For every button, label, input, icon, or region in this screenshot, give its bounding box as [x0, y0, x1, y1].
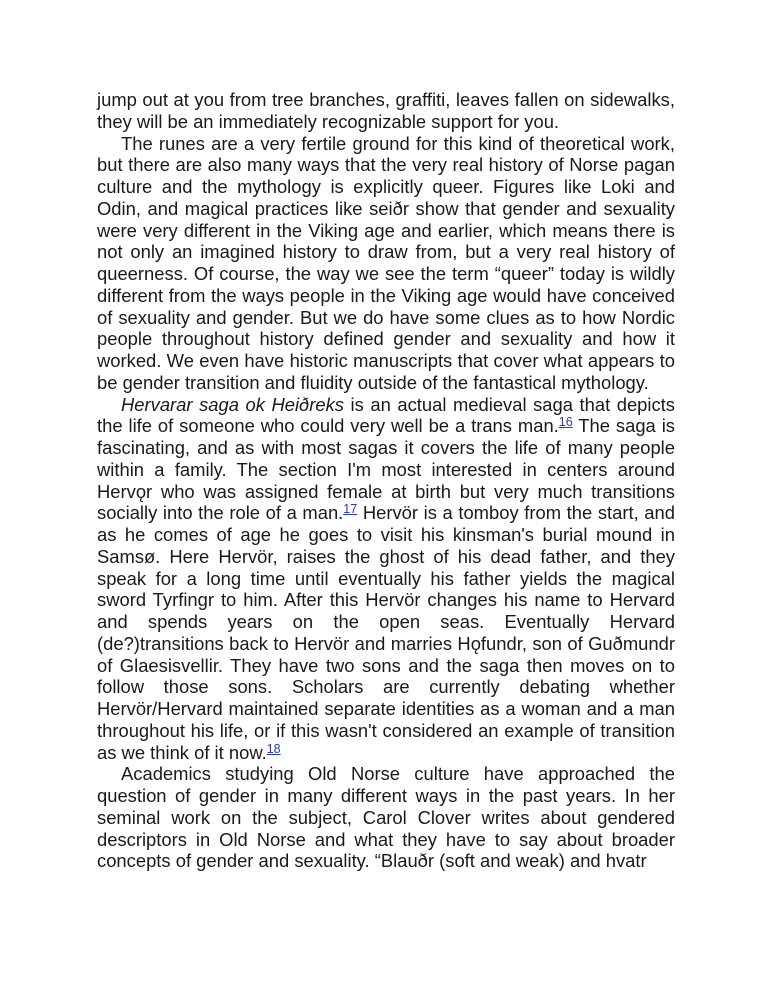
- paragraph-3-text-3: Hervör is a tomboy from the start, and as he comes of age he goes to visit his kinsman's burial mound in Samsø. Here Hervör, raises the ghost of his dead father, and they speak for a long time until eventually his father yields the magical sword Tyrfingr to him. After this Hervör changes his name to Hervard and spends years on the open seas. Eventually Hervard (de?)transitions back to Hervör and marries Hǫfundr, son of Guðmundr of Glaesisvellir. They have two sons and the saga then moves on to follow those sons. Scholars are currently debating whether Hervör/Hervard maintained separate identities as a woman and a man throughout his life, or if this wasn't considered an example of transition as we think of it now.: [97, 502, 675, 763]
- paragraph-3-text-2: The saga is fascinating, and as with most sagas it covers the life of many people within a family. The section I'm most interested in centers around Hervǫr who was assigned female at birth but very much transitions socially into the role of a man.: [97, 415, 675, 524]
- paragraph-4: Academics studying Old Norse culture have approached the question of gender in many different ways in the past years. In her seminal work on the subject, Carol Clover writes about gendered descriptors in Old Norse and what they have to say about broader concepts of gender and sexuality. “Blauðr (soft and weak) and hvatr: [97, 763, 675, 872]
- document-page: [97, 89, 675, 872]
- footnote-link-18[interactable]: 18: [266, 741, 281, 756]
- saga-title: Hervarar saga ok Heiðreks: [121, 393, 345, 415]
- paragraph-3-text-1: is an actual medieval saga that depicts the life of someone who could very well be a trans man.: [97, 393, 675, 437]
- footnote-link-17[interactable]: 17: [343, 502, 358, 517]
- footnote-link-16[interactable]: 16: [558, 415, 573, 430]
- paragraph-2: The runes are a very fertile ground for this kind of theoretical work, but there are also many ways that the very real history of Norse pagan culture and the mythology is explicitly queer. Figures like Loki and Odin, and magical practices like seiðr show that gender and sexuality were very different in the Viking age and earlier, which means there is not only an imagined history to draw from, but a very real history of queerness. Of course, the way we see the term “queer” today is wildly different from the ways people in the Viking age would have conceived of sexuality and gender. But we do have some clues as to how Nordic people throughout history defined gender and sexuality and how it worked. We even have historic manuscripts that cover what appears to be gender transition and fluidity outside of the fantastical mythology.: [97, 132, 675, 393]
- paragraph-3: [97, 394, 675, 764]
- paragraph-1: jump out at you from tree branches, graffiti, leaves fallen on sidewalks, they will be an immediately recognizable support for you.: [97, 89, 675, 132]
